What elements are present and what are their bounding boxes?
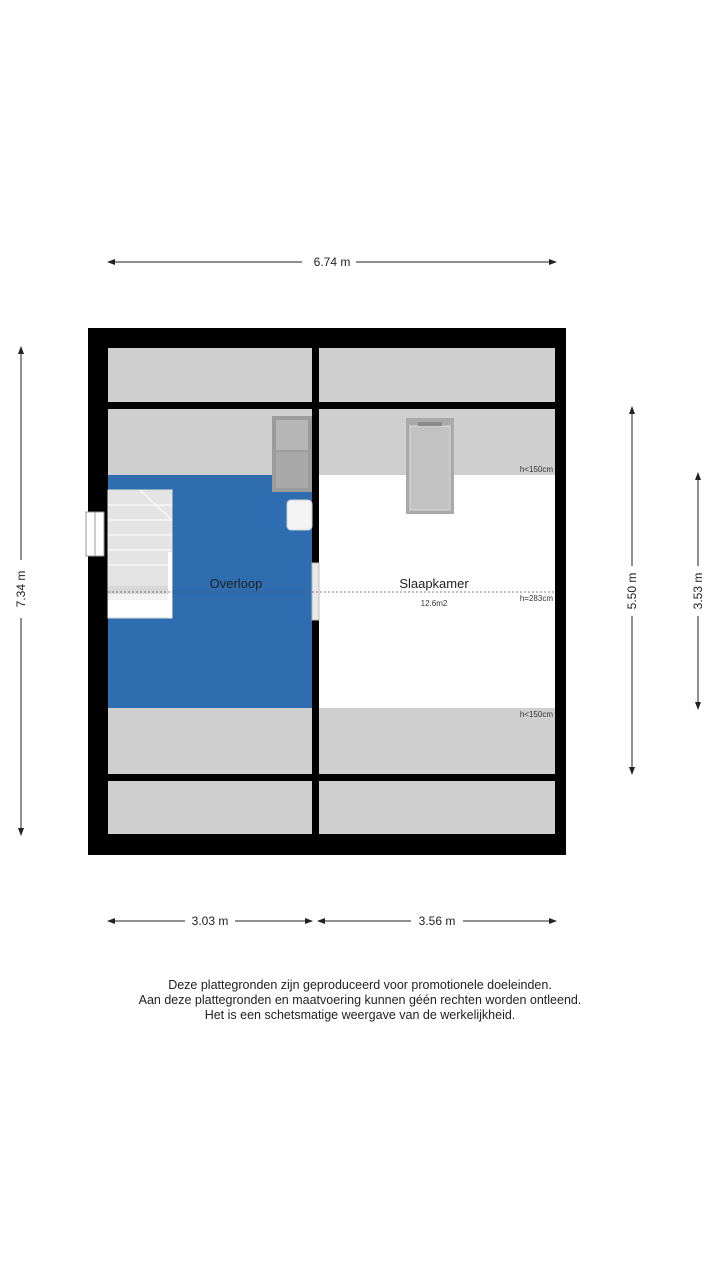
disclaimer-line-2: Aan deze plattegronden en maatvoering kunnen géén rechten worden ontleend.	[138, 993, 582, 1007]
washbasin	[287, 500, 312, 530]
disclaimer	[0, 978, 720, 1023]
room-label-bedroom: Slaapkamer	[399, 576, 469, 591]
left-window	[86, 512, 104, 556]
landing-skylight	[272, 416, 312, 492]
interior-door	[312, 563, 319, 620]
dimension-right-inner	[691, 473, 705, 709]
dimension-bottom-left-label: 3.03 m	[191, 914, 229, 928]
dimension-left-height-label: 7.34 m	[14, 570, 28, 608]
room-area-bedroom: 12.6m2	[420, 599, 448, 608]
dimension-bottom-left	[108, 914, 312, 928]
dimension-bottom-right-label: 3.56 m	[418, 914, 456, 928]
dimension-top-width	[108, 255, 556, 269]
low-ceiling-left-bottom	[108, 708, 312, 774]
staircase	[108, 490, 172, 618]
dimension-left-height	[14, 347, 28, 835]
eave-top-left	[108, 348, 312, 402]
dimension-bottom-right	[318, 914, 556, 928]
disclaimer-line-1: Deze plattegronden zijn geproduceerd voor promotionele doeleinden.	[168, 978, 552, 992]
eave-top-right	[319, 348, 555, 402]
disclaimer-line-3: Het is een schetsmatige weergave van de werkelijkheid.	[204, 1008, 516, 1022]
height-label-top: h<150cm	[519, 465, 553, 474]
room-label-landing: Overloop	[209, 576, 263, 591]
dimension-right-outer-label: 5.50 m	[625, 572, 639, 610]
dimension-right-inner-label: 3.53 m	[691, 572, 705, 610]
bedroom-skylight	[406, 418, 454, 514]
dimension-top-width-label: 6.74 m	[313, 255, 351, 269]
eave-bottom-right	[319, 781, 555, 834]
height-label-bottom: h<150cm	[519, 710, 553, 719]
eave-bottom-left	[108, 781, 312, 834]
dimension-right-outer	[625, 407, 639, 774]
height-label-middle: h=283cm	[519, 594, 553, 603]
